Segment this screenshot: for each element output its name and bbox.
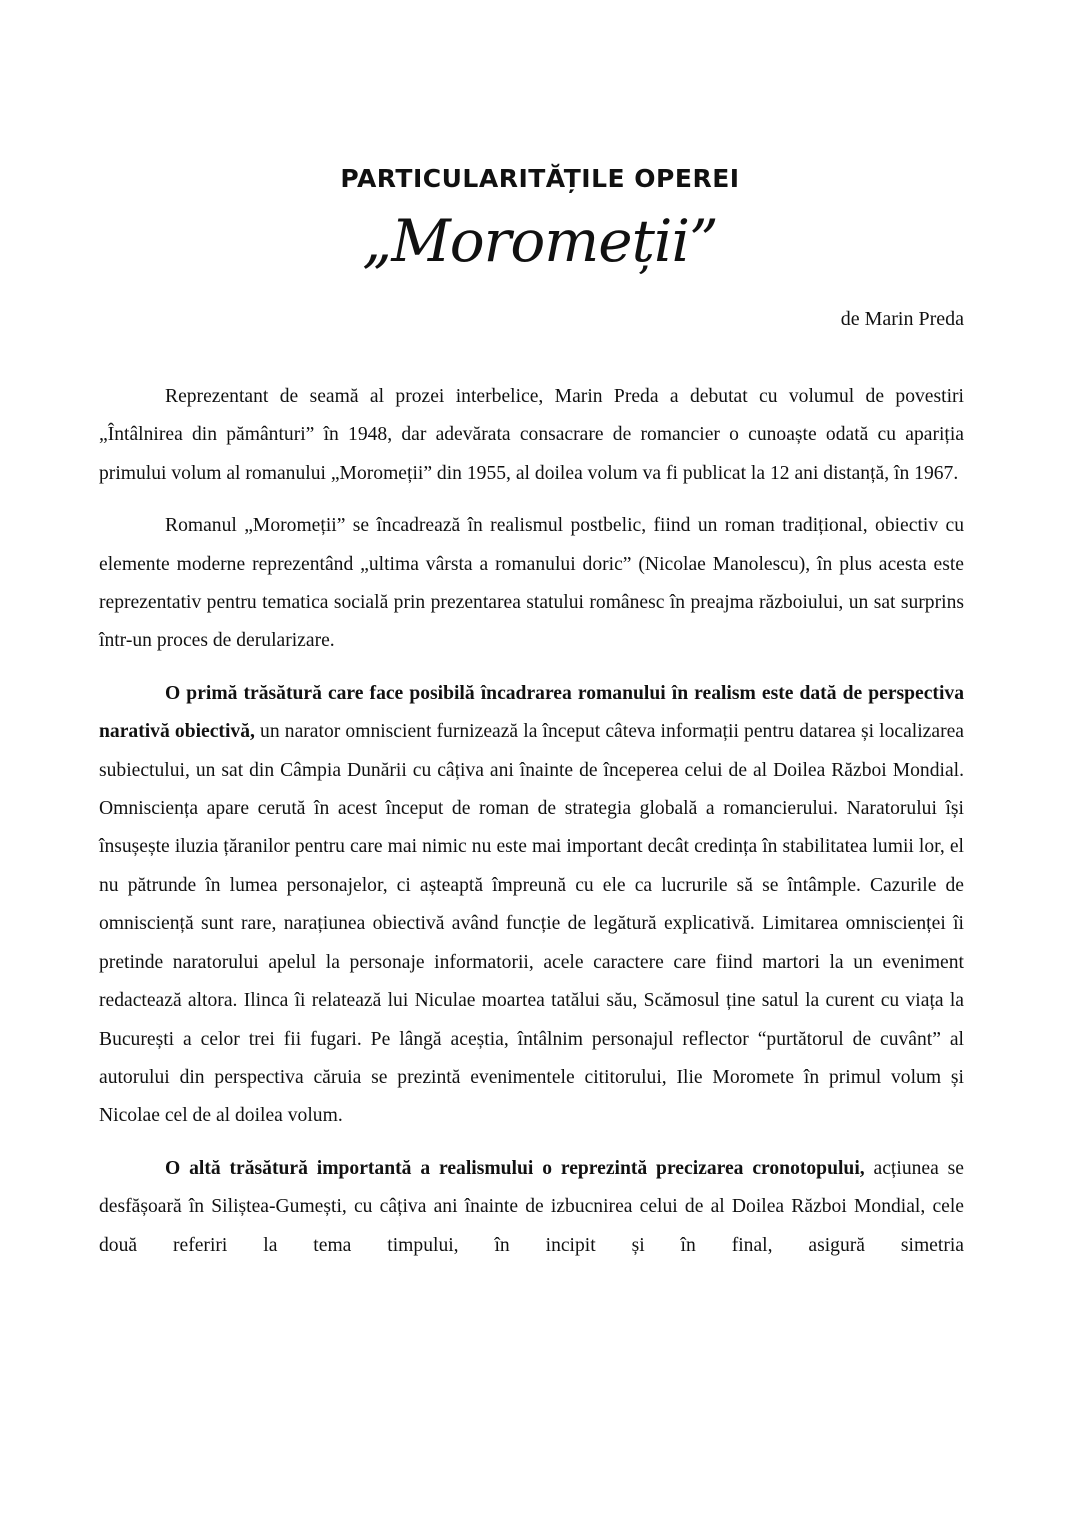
paragraph-chronotope [99, 1150, 964, 1265]
paragraph-text: un narator omniscient furnizează la început câteva informații pentru datarea și localizarea subiectului, un sat din Câmpia Dunării cu câțiva ani înainte de începerea celui de al Doilea Război Mondial. Omnisciența apare cerută în acest început de roman de strategia globală a romancierului. Naratorului își însușește iluzia țăranilor pentru care mai nimic nu este mai important decât credința în stabilitatea lumii lor, el nu pătrunde în lumea personajelor, ci așteaptă împreună cu ele ca lucrurile să se întâmple. Cazurile de omnisciență sunt rare, narațiunea obiectivă având funcție de legătură explicativă. Limitarea omniscienței îi pretinde naratorului apelul la personaje informatorii, acele caractere care fiind martori la un eveniment redactează altora. Ilinca îi relatează lui Niculae moartea tatălui său, Scămosul ține satul la curent cu viața la București a celor trei fii fugari. Pe lângă aceștia, întâlnim personajul reflector “purtătorul de cuvânt” al autorului din perspectiva căruia se prezintă evenimentele cititorului, Ilie Moromete în primul volum și Nicolae cel de al doilea volum. [99, 721, 964, 1127]
work-title: „Moromeții” [362, 207, 718, 275]
document-body [99, 378, 964, 1279]
paragraph-text: Reprezentant de seamă al prozei interbelice, Marin Preda a debutat cu volumul de povestiri „Întâlnirea din pământuri” în 1948, dar adevărata consacrare de romancier o cunoaște odată cu apariția primului volum al romanului „Moromeții” din 1955, al doilea volum va fi publicat la 12 ani distanță, în 1967. [99, 386, 964, 484]
paragraph-realism [99, 507, 964, 661]
paragraph-text: Romanul „Moromeții” se încadrează în realismul postbelic, fiind un roman tradițional, obiectiv cu elemente moderne reprezentând „ultima vârsta a romanului doric” (Nicolae Manolescu), în plus acesta este reprezentativ pentru tematica socială prin prezentarea statului românesc în preajma războiului, un sat surprins într-un proces de derularizare. [99, 515, 964, 652]
paragraph-text: acțiunea se desfășoară în Siliștea-Gumești, cu câțiva ani înainte de izbucnirea celui de al Doilea Război Mondial, cele două referiri la tema timpului, în incipit și în final, asigură simetria [99, 1157, 964, 1256]
paragraph-intro [99, 378, 964, 493]
paragraph-bold-lead: O primă trăsătură care face posibilă încadrarea romanului în realism este dată de perspectiva narativă obiectivă, [99, 682, 964, 743]
paragraph-narrative-perspective [99, 675, 964, 1136]
paragraph-bold-lead: O altă trăsătură importantă a realismului o reprezintă precizarea cronotopului, [165, 1157, 865, 1179]
author-line: de Marin Preda [840, 308, 964, 330]
document-title: PARTICULARITĂȚILE OPEREI [340, 164, 740, 193]
